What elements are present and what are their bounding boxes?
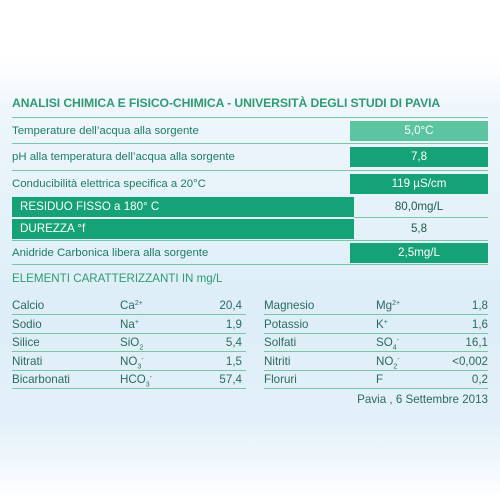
- row-value: 2,5mg/L: [350, 243, 488, 263]
- row-value: 119 µS/cm: [350, 174, 488, 194]
- row-label: RESIDUO FISSO a 180° C: [12, 197, 354, 217]
- element-name: Potassio: [264, 317, 309, 331]
- element-row: [12, 371, 246, 389]
- element-symbol-base: Mg: [376, 299, 393, 312]
- element-symbol-base: SO: [376, 336, 393, 350]
- element-name: Silice: [12, 336, 40, 350]
- element-symbol: [376, 297, 400, 315]
- element-symbol-subscript: 3: [137, 363, 142, 371]
- row-label: Temperature dell’acqua alla sorgente: [12, 125, 199, 137]
- element-value: 0,2: [471, 373, 488, 387]
- element-symbol-base: HCO: [120, 373, 146, 387]
- element-symbol-subscript: 2: [139, 344, 144, 352]
- element-symbol-base: NO: [376, 354, 394, 368]
- element-symbol-base: F: [376, 373, 384, 387]
- element-symbol-superscript: 2+: [134, 300, 143, 307]
- row-value: 7,8: [350, 147, 488, 167]
- element-symbol: [120, 297, 143, 315]
- element-name: Floruri: [264, 373, 297, 387]
- analysis-row-conductivity: [12, 174, 488, 194]
- analysis-row-ph: [12, 147, 488, 167]
- element-row: [264, 297, 488, 315]
- element-symbol: [376, 371, 383, 389]
- element-symbol-superscript: -: [149, 374, 153, 382]
- element-name: Sodio: [12, 317, 42, 331]
- row-value: 5,8: [410, 222, 428, 235]
- element-name: Magnesio: [264, 299, 315, 312]
- element-symbol-superscript: +: [383, 318, 388, 326]
- divider: [12, 388, 246, 389]
- element-symbol-base: NO: [120, 354, 138, 368]
- element-symbol-subscript: 2: [393, 363, 398, 371]
- element-name: Calcio: [12, 299, 45, 312]
- element-row: [12, 316, 246, 334]
- element-row: [264, 371, 488, 389]
- element-value: 16,1: [465, 336, 488, 350]
- element-symbol-superscript: -: [396, 337, 400, 345]
- element-row: [12, 334, 246, 352]
- element-row: [12, 353, 246, 371]
- element-row: [264, 353, 488, 371]
- footer-date: Pavia , 6 Settembre 2013: [357, 393, 488, 406]
- divider: [12, 117, 488, 118]
- row-value: 5,0°C: [350, 121, 488, 141]
- row-label: Anidride Carbonica libera alla sorgente: [12, 247, 209, 259]
- element-value: 57,4: [219, 373, 242, 387]
- divider: [12, 170, 488, 171]
- element-symbol-base: SiO: [120, 336, 140, 350]
- analysis-row-residuo-fisso: [12, 197, 488, 217]
- element-row: [264, 316, 488, 334]
- element-symbol: [120, 353, 144, 371]
- element-symbol-base: K: [376, 317, 384, 331]
- divider: [12, 143, 488, 144]
- element-value: 20,4: [219, 299, 242, 312]
- row-value: 80,0mg/L: [394, 200, 444, 213]
- element-row: [264, 334, 488, 352]
- divider: [12, 240, 488, 241]
- element-symbol: [120, 316, 139, 334]
- analysis-row-temperature: [12, 121, 488, 141]
- analysis-row-co2: [12, 243, 488, 263]
- row-label: Conducibilità elettrica specifica a 20°C: [12, 178, 206, 190]
- element-name: Nitriti: [264, 354, 291, 368]
- element-symbol-superscript: +: [134, 318, 139, 326]
- element-name: Solfati: [264, 336, 297, 350]
- element-value: 1,9: [225, 317, 242, 331]
- row-label: pH alla temperatura dell’acqua alla sorgente: [12, 151, 235, 163]
- element-row: [12, 297, 246, 315]
- element-name: Bicarbonati: [12, 373, 71, 387]
- row-label: DUREZZA °f: [12, 219, 354, 239]
- analysis-title: ANALISI CHIMICA E FISICO-CHIMICA - UNIVERSITÀ DEGLI STUDI DI PAVIA: [12, 96, 441, 110]
- element-value: 1,5: [225, 354, 242, 368]
- analysis-row-durezza: [12, 219, 488, 239]
- element-value: 1,8: [471, 299, 488, 312]
- divider: [354, 217, 488, 218]
- element-symbol-superscript: -: [141, 355, 144, 363]
- element-symbol: [376, 316, 388, 334]
- element-symbol: [376, 353, 400, 371]
- element-value: 5,4: [225, 336, 242, 350]
- element-symbol: [120, 371, 152, 389]
- element-value: <0,002: [452, 354, 488, 368]
- divider: [12, 264, 488, 265]
- element-symbol-base: Ca: [120, 299, 135, 312]
- elements-title: ELEMENTI CARATTERIZZANTI IN mg/L: [12, 272, 223, 285]
- element-symbol-base: Na: [120, 317, 135, 331]
- element-symbol: [376, 334, 399, 352]
- element-value: 1,6: [471, 317, 488, 331]
- divider: [264, 388, 488, 389]
- element-name: Nitrati: [12, 354, 43, 368]
- element-symbol-subscript: 3: [145, 381, 150, 389]
- element-symbol-superscript: 2+: [392, 300, 401, 307]
- element-symbol-superscript: -: [397, 355, 400, 363]
- element-symbol-subscript: 4: [392, 344, 397, 352]
- element-symbol: [120, 334, 143, 352]
